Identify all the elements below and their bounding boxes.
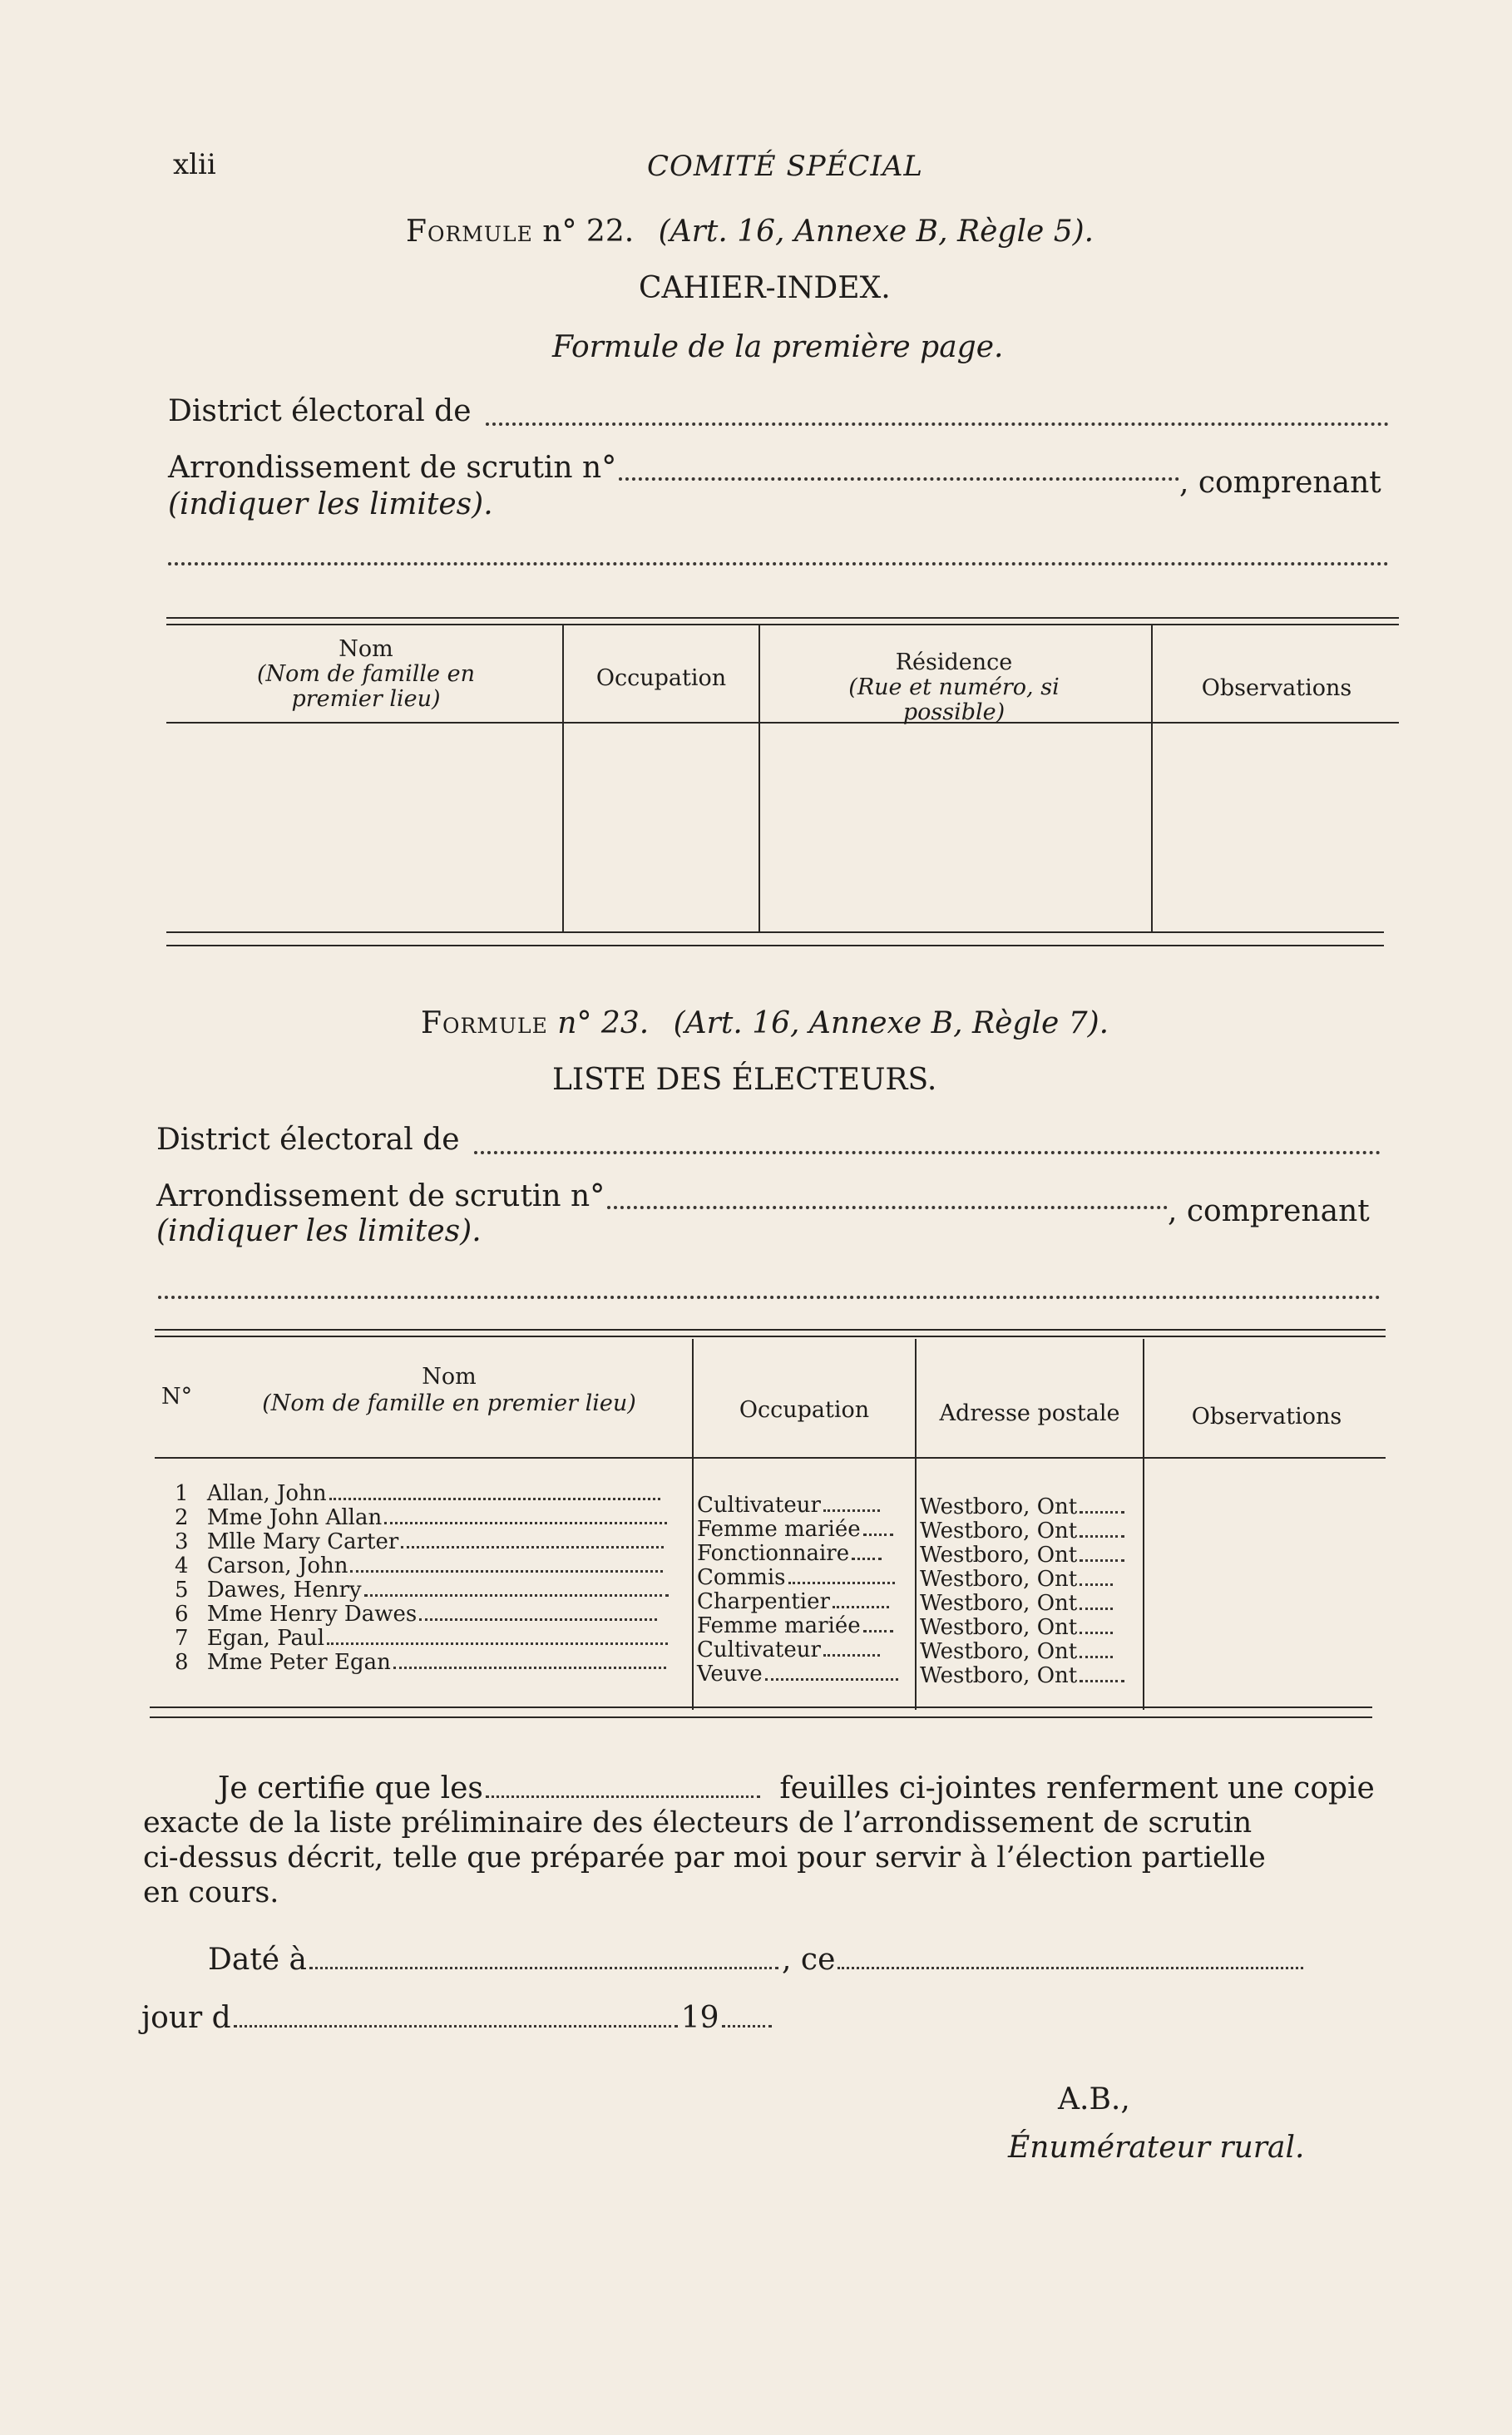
form22-district-label: District électoral de — [168, 394, 472, 428]
certificate-line-1a: Je certifie que les — [218, 1771, 483, 1805]
form22-col-observations: Observations — [1201, 675, 1352, 701]
table-row — [175, 1603, 684, 1627]
row-no: 7 — [175, 1626, 189, 1651]
form23-arrondissement-leader — [607, 1206, 1168, 1209]
row-occupation — [697, 1518, 893, 1542]
form23-extra-leader — [158, 1296, 1381, 1299]
form23-table-top-rule — [155, 1329, 1386, 1331]
form22-col-divider-1 — [562, 625, 564, 931]
table-row — [175, 1530, 684, 1554]
form23-title: LISTE DES ÉLECTEURS. — [552, 1063, 937, 1097]
row-adresse-leader — [1080, 1656, 1113, 1658]
row-occupation-text: Commis — [697, 1565, 786, 1590]
signature-title: Énumérateur rural. — [1008, 2131, 1305, 2165]
row-nom-leader — [401, 1546, 664, 1548]
form22-heading-label: Formule — [406, 215, 533, 249]
form23-header-rule — [155, 1457, 1386, 1459]
row-adresse — [920, 1543, 1124, 1568]
form22-extra-leader — [168, 562, 1389, 566]
date-line — [208, 1943, 1303, 1977]
form23-heading-num: n° 23. — [557, 1006, 650, 1040]
jour-label: jour d — [141, 2001, 231, 2035]
running-head: COMITÉ SPÉCIAL — [647, 150, 924, 183]
row-occupation-text: Charpentier — [697, 1589, 830, 1614]
row-occupation-leader — [852, 1558, 882, 1560]
certificate-line-2: exacte de la liste préliminaire des électeurs de l’arrondissement de scrutin — [143, 1806, 1253, 1840]
ce-leader — [838, 1967, 1303, 1969]
row-occupation-leader — [765, 1678, 898, 1681]
row-occupation — [697, 1638, 880, 1662]
form23-arrondissement-label: Arrondissement de scrutin n° — [156, 1179, 605, 1213]
row-adresse-text: Westboro, Ont — [920, 1519, 1078, 1543]
form22-heading — [406, 215, 1094, 249]
form22-table-top-rule-2 — [166, 624, 1399, 625]
table-row — [175, 1482, 684, 1506]
row-occupation-leader — [788, 1582, 895, 1584]
form22-col-divider-2 — [758, 625, 760, 931]
form23-col-divider-1 — [692, 1339, 694, 1710]
year-leader — [722, 2025, 772, 2028]
row-adresse — [920, 1616, 1113, 1640]
row-occupation-text: Femme mariée — [697, 1517, 861, 1542]
row-nom: Mlle Mary Carter — [206, 1529, 399, 1554]
form23-col-adresse: Adresse postale — [939, 1400, 1120, 1426]
form23-heading-ref: (Art. 16, Annexe B, Règle 7). — [673, 1006, 1109, 1040]
row-nom: Egan, Paul — [206, 1626, 325, 1651]
row-adresse-text: Westboro, Ont — [920, 1639, 1078, 1664]
form23-col-occupation: Occupation — [739, 1397, 870, 1423]
row-nom: Mme John Allan — [206, 1505, 383, 1530]
row-adresse — [920, 1592, 1113, 1616]
form22-heading-ref: (Art. 16, Annexe B, Règle 5). — [658, 215, 1094, 249]
form23-district-leader — [474, 1151, 1381, 1154]
form22-title: CAHIER-INDEX. — [639, 271, 891, 305]
row-nom-leader — [327, 1642, 668, 1645]
certificate-leader-1 — [486, 1795, 760, 1798]
row-occupation-leader — [833, 1606, 889, 1608]
row-occupation — [697, 1566, 895, 1590]
row-adresse-leader — [1080, 1583, 1113, 1586]
row-adresse-leader — [1080, 1535, 1124, 1538]
row-nom: Mme Henry Dawes — [206, 1602, 418, 1627]
row-nom-leader — [393, 1667, 666, 1669]
form22-comprenant: , comprenant — [1179, 466, 1381, 500]
row-occupation-leader — [823, 1654, 880, 1657]
row-nom-leader — [364, 1594, 669, 1597]
row-adresse-text: Westboro, Ont — [920, 1615, 1078, 1640]
form22-limites: (indiquer les limites). — [168, 487, 493, 521]
jour-line — [141, 2001, 772, 2035]
form23-heading — [421, 1006, 1109, 1040]
row-adresse-leader — [1080, 1680, 1124, 1682]
table-row — [175, 1506, 684, 1530]
form22-col-residence-subtitle: (Rue et numéro, si possible) — [848, 674, 1060, 725]
date-leader — [309, 1967, 778, 1969]
row-occupation-text: Cultivateur — [697, 1637, 821, 1662]
row-occupation — [697, 1614, 893, 1638]
row-nom-leader — [384, 1522, 667, 1524]
form22-table-bottom-rule-2 — [166, 945, 1384, 946]
form22-subtitle: Formule de la première page. — [552, 330, 1004, 364]
row-occupation-leader — [863, 1534, 893, 1536]
row-adresse — [920, 1519, 1124, 1543]
row-nom-leader — [350, 1570, 663, 1573]
form23-col-no: N° — [161, 1384, 193, 1410]
form23-col-divider-3 — [1143, 1339, 1144, 1710]
row-adresse-leader — [1080, 1511, 1124, 1514]
row-adresse-leader — [1080, 1632, 1113, 1634]
row-occupation-text: Fonctionnaire — [697, 1541, 850, 1566]
row-nom: Carson, John — [206, 1553, 348, 1578]
row-occupation — [697, 1590, 889, 1614]
row-no: 6 — [175, 1602, 189, 1627]
row-occupation-leader — [863, 1630, 893, 1632]
row-occupation-text: Femme mariée — [697, 1613, 861, 1638]
date-label: Daté à — [208, 1943, 308, 1977]
row-adresse-text: Westboro, Ont — [920, 1494, 1078, 1519]
table-row — [175, 1578, 684, 1603]
row-adresse — [920, 1664, 1124, 1688]
form22-col-occupation: Occupation — [595, 665, 727, 691]
form22-col-residence-title: Résidence — [895, 649, 1013, 675]
row-adresse-leader — [1080, 1559, 1124, 1562]
row-adresse — [920, 1568, 1113, 1592]
form22-arrondissement-label: Arrondissement de scrutin n° — [168, 451, 617, 485]
ce-label: , ce — [782, 1943, 836, 1977]
form22-district-leader — [486, 422, 1389, 426]
form22-col-nom — [191, 637, 541, 712]
form23-heading-label: Formule — [421, 1006, 548, 1040]
certificate-line-3: ci-dessus décrit, telle que préparée par moi pour servir à l’élection partielle — [143, 1841, 1266, 1874]
form22-col-residence — [775, 650, 1133, 725]
row-no: 3 — [175, 1529, 189, 1554]
form22-table-bottom-rule — [166, 931, 1384, 933]
certificate-line-1 — [218, 1771, 1375, 1805]
form23-limites: (indiquer les limites). — [156, 1214, 482, 1248]
table-row — [175, 1627, 684, 1651]
signature: A.B., — [1058, 2082, 1130, 2116]
form23-col-observations: Observations — [1191, 1404, 1342, 1430]
row-occupation-text: Veuve — [697, 1662, 763, 1687]
row-occupation-leader — [823, 1509, 880, 1512]
form23-table-bottom-rule — [150, 1706, 1372, 1708]
form23-district-label: District électoral de — [156, 1123, 460, 1157]
table-row — [175, 1554, 684, 1578]
page-number: xlii — [173, 148, 216, 181]
row-adresse-leader — [1080, 1608, 1113, 1610]
row-no: 5 — [175, 1578, 189, 1603]
row-no: 8 — [175, 1650, 189, 1675]
row-adresse-text: Westboro, Ont — [920, 1543, 1078, 1568]
certificate-line-1b: feuilles ci-jointes renferment une copie — [779, 1771, 1375, 1805]
form23-col-nom — [250, 1364, 649, 1417]
row-occupation — [697, 1662, 898, 1687]
form23-col-nom-title: Nom — [422, 1364, 477, 1390]
form23-col-divider-2 — [915, 1339, 917, 1710]
row-adresse — [920, 1640, 1113, 1664]
form22-col-nom-subtitle: (Nom de famille en premier lieu) — [257, 661, 475, 712]
row-occupation-text: Cultivateur — [697, 1493, 821, 1518]
table-row — [175, 1651, 684, 1675]
row-nom: Mme Peter Egan — [206, 1650, 391, 1675]
form23-col-nom-subtitle: (Nom de famille en premier lieu) — [262, 1390, 636, 1416]
form22-arrondissement-leader — [619, 477, 1179, 481]
row-nom-leader — [329, 1498, 660, 1500]
row-no: 4 — [175, 1553, 189, 1578]
form23-table-top-rule-2 — [155, 1336, 1386, 1337]
row-no: 1 — [175, 1481, 189, 1506]
row-occupation — [697, 1542, 882, 1566]
row-nom: Allan, John — [206, 1481, 327, 1506]
form22-col-divider-3 — [1151, 625, 1153, 931]
form23-table-bottom-rule-2 — [150, 1716, 1372, 1718]
row-adresse-text: Westboro, Ont — [920, 1591, 1078, 1616]
row-nom: Dawes, Henry — [206, 1578, 362, 1603]
form22-heading-num: n° 22. — [542, 215, 635, 249]
row-occupation — [697, 1494, 880, 1518]
form23-comprenant: , comprenant — [1168, 1194, 1370, 1228]
form22-col-nom-title: Nom — [338, 636, 393, 662]
row-adresse-text: Westboro, Ont — [920, 1663, 1078, 1688]
row-adresse-text: Westboro, Ont — [920, 1567, 1078, 1592]
row-nom-leader — [419, 1618, 657, 1621]
row-no: 2 — [175, 1505, 189, 1530]
jour-leader — [234, 2025, 678, 2028]
year-label: 19 — [680, 2001, 719, 2035]
form22-table-top-rule — [166, 617, 1399, 619]
row-adresse — [920, 1495, 1124, 1519]
certificate-line-4: en cours. — [143, 1876, 279, 1909]
